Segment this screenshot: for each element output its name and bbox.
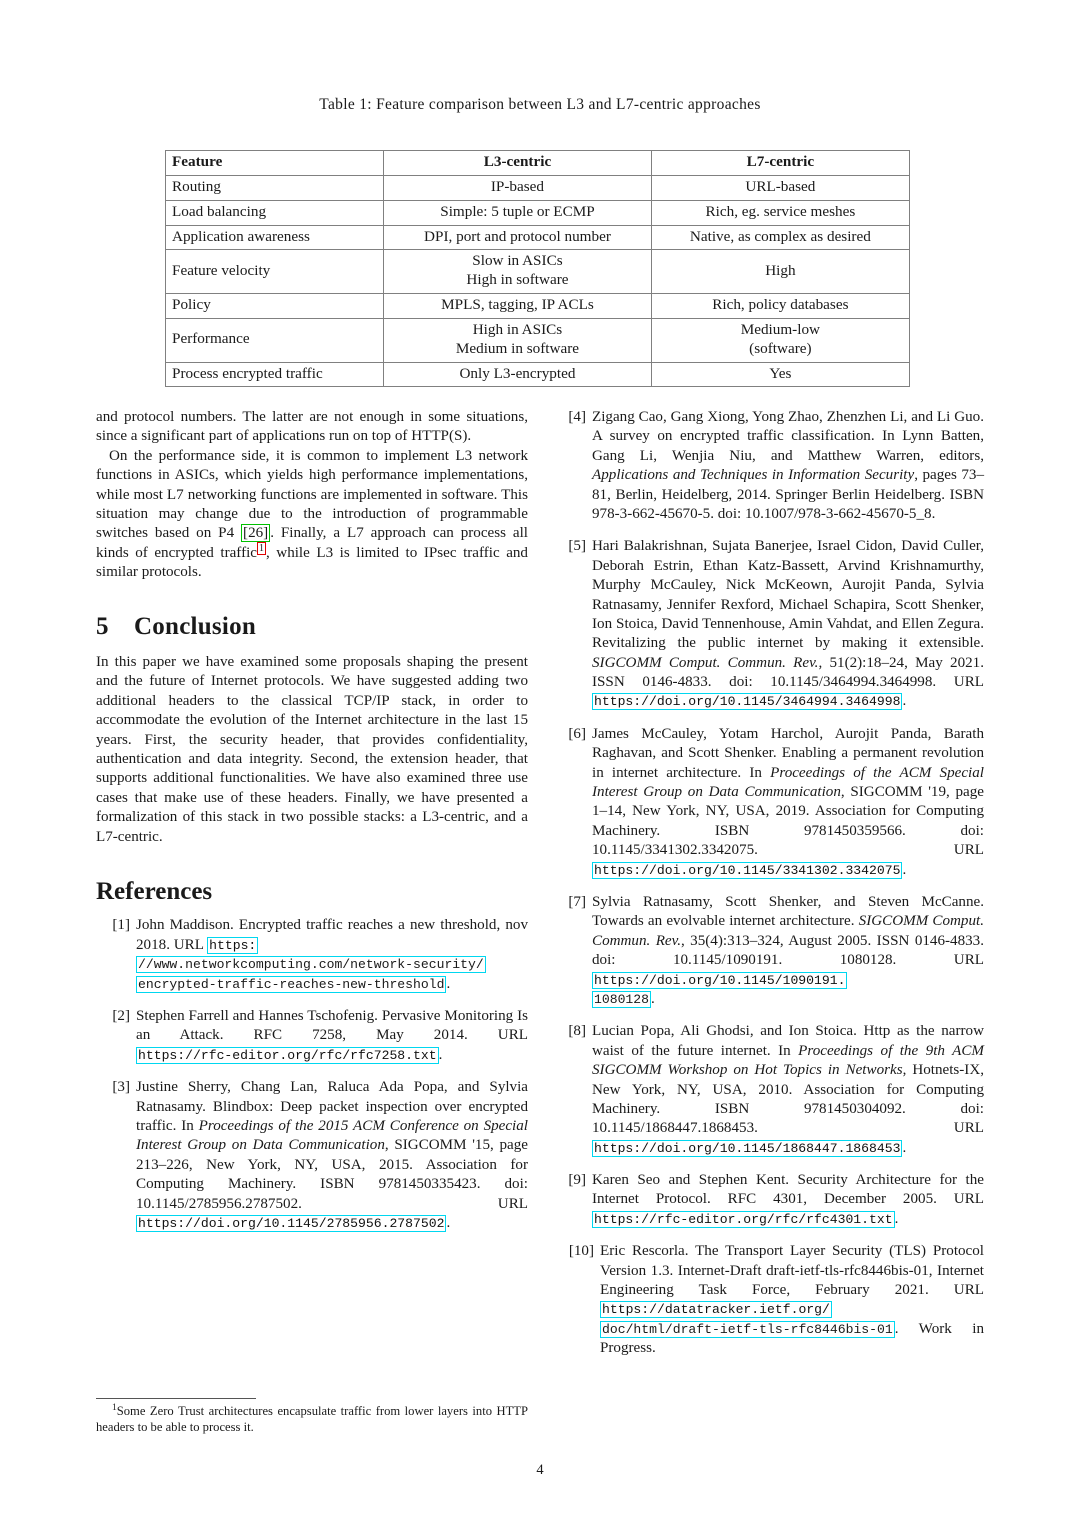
reference-text: Stephen Farrell and Hannes Tschofenig. Pervasive Monitoring Is an Attack. RFC 7258, May 2014. URL [136,1008,528,1044]
footnote-marker-link[interactable]: 1 [258,542,264,554]
reference-url-link[interactable]: https://doi.org/10.1145/3464994.3464998 [594,694,901,710]
reference-item [552,408,984,524]
reference-text: Justine Sherry, Chang Lan, Raluca Ada Popa, and Sylvia Ratnasamy. Blindbox: Deep packet inspection over encrypted traffic. In [136,1079,528,1134]
reference-item [96,1078,528,1233]
cell-l3 [384,318,652,362]
cell-l3-line1: High in ASICs [472,320,563,338]
cell-l3-line1: Slow in ASICs [472,252,563,270]
cell-feature: Load balancing [166,200,384,225]
cell-l3: MPLS, tagging, IP ACLs [384,294,652,319]
reference-url-link[interactable]: https://doi.org/10.1145/1868447.1868453 [594,1140,901,1156]
reference-item [552,1242,984,1358]
table-row [166,362,910,387]
reference-text-after: . [902,1139,907,1156]
table-row [166,250,910,294]
reference-url-link[interactable]: https://doi.org/10.1145/2785956.2787502 [138,1215,445,1231]
paragraph-performance [96,447,528,583]
cell-l3-line2: High in software [466,271,569,289]
reference-item [96,916,528,994]
cell-l3: Simple: 5 tuple or ECMP [384,200,652,225]
cell-l7: High [651,250,909,294]
reference-tag: [2] [112,1008,130,1025]
reference-url-link[interactable]: 1080128 [594,991,650,1007]
cell-l7: Rich, eg. service meshes [651,200,909,225]
cell-feature: Policy [166,294,384,319]
reference-venue: Applications and Techniques in Information Security [592,467,915,484]
table-header-row [166,151,910,176]
paragraph-conclusion: In this paper we have examined some proposals shaping the present and the future of Internet protocols. We have suggested adding two additional headers to the classical TCP/IP stack, in order to accommodate the evolution of the Internet architecture in the last 15 years. First, the security header, that provides confidentiality, authentication and data integrity. Second, the extension header, that supports additional functionalities. We have also examined three use cases that make use of these headers. Finally, we have presented a formalization of this stack in two possible stacks: a L3-centric, and a L7-centric. [96,654,528,845]
paragraph-continued: and protocol numbers. The latter are not enough in some situations, since a significant part of applications run on top of HTTP(S). [96,409,528,445]
reference-text: John Maddison. Encrypted traffic reaches a new threshold, nov 2018. URL [136,917,528,953]
reference-item [552,537,984,712]
table-header-l7: L7-centric [651,151,909,176]
cell-l7: Native, as complex as desired [651,225,909,250]
table-row [166,318,910,362]
reference-url-link[interactable]: doc/html/draft-ietf-tls-rfc8446bis-01 [602,1321,893,1337]
comparison-table-wrapper [165,150,910,387]
reference-venue: Proceedings of the ACM Special Interest Group on Data Communication [592,764,984,801]
reference-text-mid: , 51(2):18–24, May 2021. ISSN 0146-4833. doi: 10.1145/3464994.3464998. URL [592,654,984,691]
reference-text: Sylvia Ratnasamy, Scott Shenker, and Steven McCanne. Towards an evolvable internet architecture. [592,893,984,930]
reference-text-after: . [438,1046,443,1063]
footnote-block [96,1398,528,1436]
right-column [552,408,984,1372]
para-performance-part3: , while L3 is limited to IPsec traffic and similar protocols. [96,544,528,581]
cell-l3: DPI, port and protocol number [384,225,652,250]
reference-text-after: . [902,861,907,878]
cell-feature: Performance [166,318,384,362]
reference-tag: [6] [568,725,586,742]
reference-text: Karen Seo and Stephen Kent. Security Architecture for the Internet Protocol. RFC 4301, December 2005. URL [592,1172,984,1208]
section-heading-conclusion [96,613,528,641]
reference-item [552,1171,984,1229]
reference-url-link[interactable]: https://rfc-editor.org/rfc/rfc7258.txt [138,1047,437,1063]
cell-l7: URL-based [651,175,909,200]
left-column [96,408,528,1246]
reference-venue: SIGCOMM Comput. Commun. Rev. [592,913,984,949]
reference-text: Zigang Cao, Gang Xiong, Yong Zhao, Zhenzhen Li, and Li Guo. A survey on encrypted traffic classification. In Lynn Batten, Gang Li, Wenjia Niu, and Matthew Warren, editors, [592,409,984,464]
reference-item [96,1007,528,1065]
cell-l7: Yes [651,362,909,387]
reference-text: Hari Balakrishnan, Sujata Banerjee, Israel Cidon, David Culler, Deborah Estrin, Ethan Katz-Bassett, Arvind Krishnamurthy, Murphy McCauley, Nick McKeown, Aurojit Panda, Sylvia Ratnasamy, Jennifer Rexford, Michael Schapira, Scott Shenker, Ion Stoica, David Tennenhouse, Amin Vahdat, and Ellen Zegura. Revitalizing the public internet by making it extensible. [592,538,984,652]
footnote-rule [96,1398,256,1399]
cell-l7-line2: (software) [749,339,812,357]
reference-venue: Proceedings of the 2015 ACM Conference on Special Interest Group on Data Communication [136,1117,528,1154]
reference-tag: [4] [568,409,586,425]
table-header-l3: L3-centric [384,151,652,176]
cell-l3: Only L3-encrypted [384,362,652,387]
cell-feature: Process encrypted traffic [166,362,384,387]
table-caption: Table 1: Feature comparison between L3 and L7-centric approaches [319,96,761,113]
cell-l3: IP-based [384,175,652,200]
reference-tag: [5] [568,538,586,555]
cell-feature: Feature velocity [166,250,384,294]
table-row [166,294,910,319]
reference-text: Eric Rescorla. The Transport Layer Security (TLS) Protocol Version 1.3. Internet-Draft draft-ietf-tls-rfc8446bis-01, Internet Engineering Task Force, February 2021. URL [600,1243,984,1299]
reference-text-mid: , pages 73–81, Berlin, Heidelberg, 2014. Springer Berlin Heidelberg. ISBN 978-3-662-45670-5. doi: 10.1007/978-3-662-45670-5_8. [592,467,984,522]
reference-text-mid: , SIGCOMM '19, page 1–14, New York, NY, USA, 2019. Association for Computing Machinery. ISBN 9781450359566. doi: 10.1145/3341302.3342075. URL [592,784,984,859]
reference-item [552,1022,984,1158]
para-performance-part1: On the performance side, it is common to implement L3 network functions in ASICs, which yields high performance implementations, while most L7 networking functions are implemented in software. This situation may change due to the introduction of programmable switches based on P4 [96,447,528,542]
reference-venue: Proceedings of the 9th ACM SIGCOMM Workshop on Hot Topics in Networks [592,1042,984,1079]
section-number: 5 [96,612,109,640]
table-row [166,200,910,225]
reference-url-link[interactable]: https://rfc-editor.org/rfc/rfc4301.txt [594,1211,893,1227]
reference-url-link[interactable]: https://doi.org/10.1145/1090191. [594,972,846,988]
reference-tag: [8] [568,1023,586,1040]
reference-text-after: . Work in Progress. [600,1320,984,1357]
reference-text-after: . [651,990,655,1007]
reference-text-after: . [446,975,451,992]
table-row [166,225,910,250]
reference-tag: [1] [112,917,130,934]
reference-url-link[interactable]: https://datatracker.ietf.org/ [602,1302,830,1318]
reference-tag: [3] [112,1079,130,1096]
reference-tag: [10] [568,1243,594,1260]
cell-l7 [651,318,909,362]
reference-item [552,893,984,1009]
section-title: Conclusion [134,612,256,640]
reference-tag: [7] [568,893,586,910]
footnote-text-wrap [96,1404,528,1436]
reference-item [552,725,984,880]
footnote-text: Some Zero Trust architectures encapsulate traffic from lower layers into HTTP headers to be able to process it. [96,1404,528,1435]
cell-feature: Application awareness [166,225,384,250]
citation-link-26[interactable]: [26] [243,525,269,542]
reference-text-after: . [894,1210,899,1227]
reference-text-mid: , Hotnets-IX, New York, NY, USA, 2010. Association for Computing Machinery. ISBN 9781450304092. doi: 10.1145/1868447.1868453. URL [592,1062,984,1137]
references-heading: References [96,877,213,905]
cell-feature: Routing [166,175,384,200]
reference-text-after: . [902,693,907,710]
reference-text: Lucian Popa, Ali Ghodsi, and Ion Stoica. Http as the narrow waist of the future internet. In [592,1023,984,1059]
reference-text-after: . [446,1214,451,1231]
reference-tag: [9] [568,1172,586,1189]
cell-l3-line2: Medium in software [455,339,580,357]
reference-text: James McCauley, Yotam Harchol, Aurojit Panda, Barath Raghavan, and Scott Shenker. Enabling a permanent revolution in internet architecture. In [592,725,984,781]
para-performance-part2: . Finally, a L7 approach can process all kinds of encrypted traffic [96,525,529,561]
cell-l7: Rich, policy databases [651,294,909,319]
reference-url-link[interactable]: //www.networkcomputing.com/network-security/ [138,957,484,973]
cell-l3 [384,250,652,294]
reference-url-link[interactable]: https: [209,937,257,953]
page-number: 4 [536,1462,544,1478]
comparison-table [165,150,910,387]
reference-text-mid: , SIGCOMM '15, page 213–226, New York, NY, USA, 2015. Association for Computing Machinery. ISBN 9781450335423. doi: 10.1145/2785956.2787502. URL [136,1137,528,1212]
reference-url-link[interactable]: encrypted-traffic-reaches-new-threshold [138,976,445,992]
cell-l7-line1: Medium-low [740,320,821,338]
reference-text-mid: , 35(4):313–324, August 2005. ISSN 0146-4833. doi: 10.1145/1090191. 1080128. URL [592,932,984,969]
table-row [166,175,910,200]
table-header-feature: Feature [166,151,384,176]
reference-venue: SIGCOMM Comput. Commun. Rev. [592,654,819,671]
footnote-number: 1 [112,1403,117,1413]
reference-url-link[interactable]: https://doi.org/10.1145/3341302.3342075 [594,862,901,878]
